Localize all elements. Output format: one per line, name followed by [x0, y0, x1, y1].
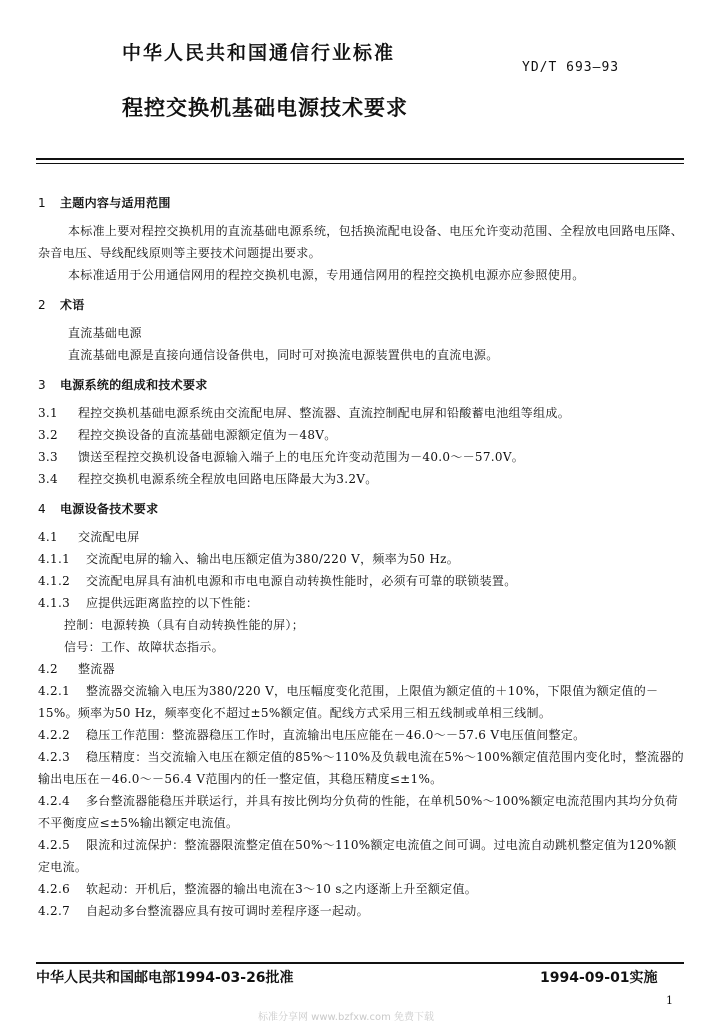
- paragraph: 本标准上要对程控交换机用的直流基础电源系统，包括换流配电设备、电压允许变动范围、全程放电回路电压降、杂音电压、导线配线原则等主要技术问题提出要求。: [38, 224, 684, 260]
- clause: 4.2.6 软起动：开机后，整流器的输出电流在3～10 s之内逐渐上升至额定值。: [38, 882, 478, 896]
- section-heading: 1 主题内容与适用范围: [38, 196, 171, 210]
- page-number: 1: [666, 994, 673, 1007]
- header-rule: [36, 158, 684, 160]
- section-heading: 2 术语: [38, 298, 85, 312]
- clause: 4.2.5 限流和过流保护：整流器限流整定值在50%～110%额定电流值之间可调。过电流自动跳机整定值为120%额定电流。: [38, 838, 677, 874]
- document-body: [38, 186, 688, 922]
- clause: 4.1.3 应提供远距离监控的以下性能：: [38, 596, 259, 610]
- issuing-org-title: 中华人民共和国通信行业标准: [122, 42, 396, 64]
- clause: 3.2 程控交换设备的直流基础电源额定值为－48V。: [38, 428, 337, 442]
- clause: 3.4 程控交换机电源系统全程放电回路电压降最大为3.2V。: [38, 472, 378, 486]
- term-definition: 直流基础电源是直接向通信设备供电，同时可对换流电源装置供电的直流电源。: [68, 348, 499, 362]
- section-heading: 4 电源设备技术要求: [38, 502, 159, 516]
- approval-line: 中华人民共和国邮电部1994-03-26批准: [36, 970, 294, 986]
- clause: 4.2.3 稳压精度：当交流输入电压在额定值的85%～110%及负载电流在5%～100%额定值范围内变化时，整流器的输出电压在－46.0～－56.4 V范围内的任一整定值，其稳压精度≤±1%。: [38, 750, 684, 786]
- paragraph: 本标准适用于公用通信网用的程控交换机电源，专用通信网用的程控交换机电源亦应参照使用。: [68, 268, 585, 282]
- header-rule-thin: [36, 163, 684, 164]
- document-title: 程控交换机基础电源技术要求: [122, 96, 408, 120]
- clause: 4.2.2 稳压工作范围：整流器稳压工作时，直流输出电压应能在－46.0～－57.6 V电压值间整定。: [38, 728, 586, 742]
- watermark: 标准分享网 www.bzfxw.com 免费下载: [258, 1012, 434, 1023]
- clause: 4.2.1 整流器交流输入电压为380/220 V，电压幅度变化范围，上限值为额定值的＋10%，下限值为额定值的－15%。频率为50 Hz，频率变化不超过±5%额定值。配线方式采用三相五线制或单相三线制。: [38, 684, 659, 720]
- list-line: 控制：电源转换（具有自动转换性能的屏）；: [64, 618, 305, 632]
- standard-code: YD/T 693—93: [522, 60, 620, 75]
- subsection-heading: 4.2 整流器: [38, 662, 115, 676]
- implementation-date: 1994-09-01实施: [540, 970, 658, 986]
- clause: 3.3 馈送至程控交换机设备电源输入端子上的电压允许变动范围为－40.0～－57.0V。: [38, 450, 525, 464]
- clause: 4.1.1 交流配电屏的输入、输出电压额定值为380/220 V，频率为50 Hz。: [38, 552, 460, 566]
- section-heading: 3 电源系统的组成和技术要求: [38, 378, 208, 392]
- list-line: 信号：工作、故障状态指示。: [64, 640, 224, 654]
- subsection-heading: 4.1 交流配电屏: [38, 530, 140, 544]
- clause: 4.2.4 多台整流器能稳压并联运行，并具有按比例均分负荷的性能，在单机50%～100%额定电流范围内其均分负荷不平衡度应≤±5%输出额定电流值。: [38, 794, 678, 830]
- footer-rule: [36, 962, 684, 964]
- clause: 4.1.2 交流配电屏具有油机电源和市电电源自动转换性能时，必须有可靠的联锁装置。: [38, 574, 517, 588]
- clause: 4.2.7 自起动多台整流器应具有按可调时差程序逐一起动。: [38, 904, 369, 918]
- term-name: 直流基础电源: [68, 326, 142, 340]
- clause: 3.1 程控交换机基础电源系统由交流配电屏、整流器、直流控制配电屏和铅酸蓄电池组等组成。: [38, 406, 571, 420]
